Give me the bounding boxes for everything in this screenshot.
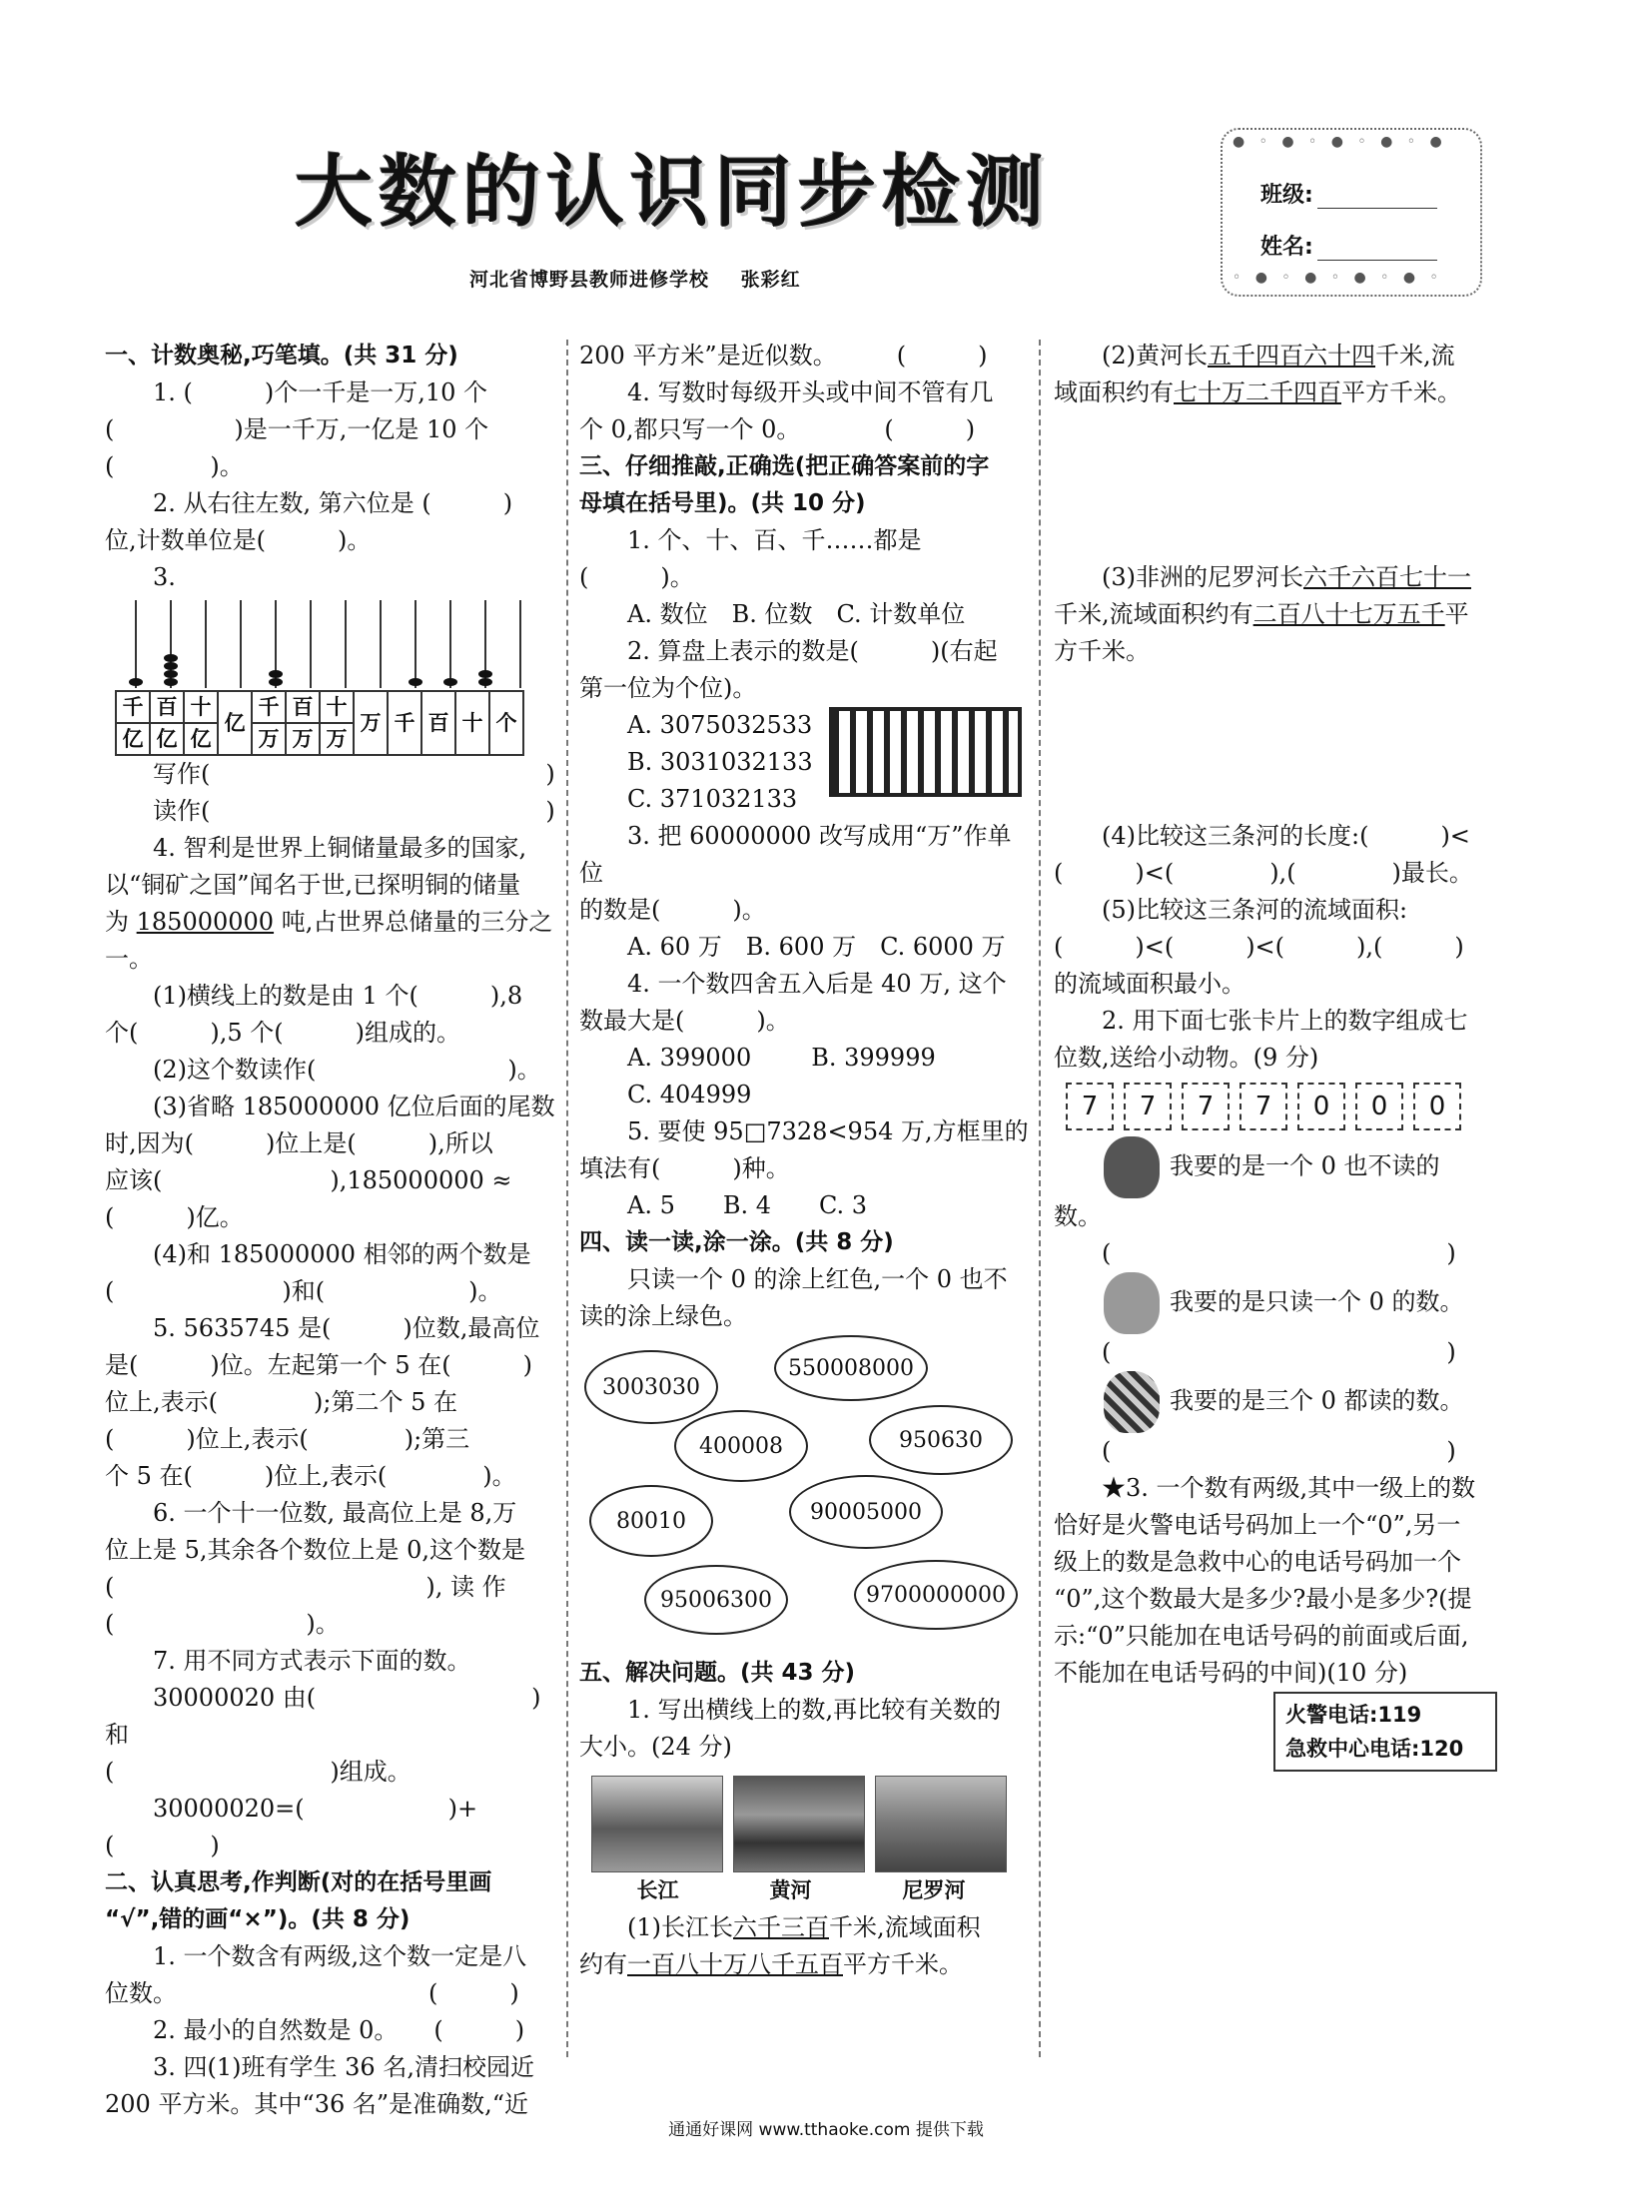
q4-3-line4: ( )亿。: [105, 1203, 244, 1231]
column-1: [105, 338, 556, 2123]
j2: 2. 最小的自然数是 0。 ( ): [153, 2016, 525, 2044]
q6-line2: 位上是 5,其余各个数位上是 0,这个数是: [105, 1536, 526, 1564]
river-captions: 长江 黄河 尼罗河: [636, 1878, 966, 1902]
student-info-box: [1221, 128, 1482, 297]
digit-cards: [1066, 1083, 1503, 1130]
s4-instruction-2: 读的涂上绿色。: [579, 1302, 747, 1330]
animal1-line2: 数。: [1054, 1202, 1102, 1230]
p1-5-line1: (5)比较这三条河的流域面积:: [1102, 896, 1408, 924]
c1-question: 1. 个、十、百、千……都是( )。: [579, 526, 922, 591]
p1-5-line2: ( )<( )<( ),( ): [1054, 933, 1464, 961]
section-2-title-line2: “√”,错的画“×”)。(共 8 分): [105, 1906, 411, 1932]
read-as[interactable]: 读作( ): [153, 797, 555, 825]
c5-line2: 填法有( )种。: [579, 1154, 790, 1182]
digit-card: 7: [1124, 1083, 1172, 1130]
q4-line3: 为 185000000 吨,占世界总储量的三分之: [105, 908, 553, 936]
section-3-title-line1: 三、仔细推敲,正确选(把正确答案前的字: [579, 453, 990, 479]
digit-card: 0: [1297, 1083, 1345, 1130]
q6-line1: 6. 一个十一位数, 最高位上是 8,万: [153, 1499, 517, 1527]
animal2-answer[interactable]: ( ): [1102, 1338, 1456, 1366]
p1-line2: 大小。(24 分): [579, 1733, 732, 1761]
class-field[interactable]: 班级:: [1260, 178, 1437, 209]
c2-option-a: A. 3075032533: [627, 711, 813, 739]
p1-line1: 1. 写出横线上的数,再比较有关数的: [627, 1696, 1002, 1724]
digit-card: 7: [1239, 1083, 1287, 1130]
decor-dots-top: ● ◦ ● ◦ ● ◦ ● ◦ ●: [1233, 134, 1447, 150]
animal1-line: 我要的是一个 0 也不读的: [1054, 1136, 1503, 1198]
name-field[interactable]: 姓名:: [1260, 230, 1437, 261]
p3-line4: “0”,这个数最大是多少?最小是多少?(提: [1054, 1585, 1472, 1613]
q4-3-line2: 时,因为( )位上是( ),所以: [105, 1129, 493, 1157]
suanpan-image: [829, 707, 1022, 797]
q4-3-line1: (3)省略 185000000 亿位后面的尾数: [153, 1093, 555, 1120]
q4-1-line2: 个( ),5 个( )组成的。: [105, 1019, 460, 1047]
q7-line1: 30000020 由( )和: [105, 1684, 541, 1749]
digit-card: 7: [1182, 1083, 1230, 1130]
animal2-line: 我要的是只读一个 0 的数。: [1054, 1272, 1503, 1334]
q5-line3: 位上,表示( );第二个 5 在: [105, 1388, 457, 1416]
c3-line1: 3. 把 60000000 改写成用“万”作单位: [579, 822, 1012, 887]
c3-line2: 的数是( )。: [579, 896, 766, 924]
column-divider-2: [1039, 340, 1041, 2057]
fire-number: 火警电话:119: [1285, 1703, 1422, 1727]
animal1-answer[interactable]: ( ): [1102, 1239, 1456, 1267]
p3-line2: 恰好是火警电话号码加上一个“0”,另一: [1054, 1511, 1461, 1539]
column-2: [579, 338, 1029, 1983]
p1-4-line2: ( )<( ),( )最长。: [1054, 859, 1473, 887]
number-ovals: [579, 1335, 1029, 1655]
q4-line1: 4. 智利是世界上铜储量最多的国家,: [153, 834, 527, 862]
j4-line2: 个 0,都只写一个 0。 ( ): [579, 415, 976, 443]
q4-4-line2: ( )和( )。: [105, 1277, 502, 1305]
section-3-title-line2: 母填在括号里)。(共 10 分): [579, 490, 866, 516]
phone-number-box: [1273, 1692, 1497, 1772]
p1-2-line1: (2)黄河长五千四百六十四千米,流: [1102, 342, 1455, 369]
q2-line1: 2. 从右往左数, 第六位是 ( ): [153, 489, 513, 517]
yangtze-photo: [591, 1776, 723, 1872]
decor-dots-bottom: ◦ ● ◦ ● ◦ ● ◦ ● ◦: [1233, 270, 1443, 286]
emergency-number: 急救中心电话:120: [1285, 1737, 1464, 1761]
p3-line6: 不能加在电话号码的中间)(10 分): [1054, 1659, 1408, 1687]
p1-3-line3: 方千米。: [1054, 637, 1150, 665]
c1-options: A. 数位 B. 位数 C. 计数单位: [627, 600, 966, 628]
p2-line2: 位数,送给小动物。(9 分): [1054, 1044, 1319, 1072]
c2-line2: 第一位为个位)。: [579, 674, 757, 702]
q1-line2: ( )是一千万,一亿是 10 个: [105, 415, 489, 443]
oval-number[interactable]: 9700000000: [854, 1560, 1018, 1630]
j1-line2: 位数。 ( ): [105, 1979, 519, 2007]
cat-icon: [1104, 1136, 1160, 1198]
q7-line2: ( )组成。: [105, 1758, 412, 1786]
oval-number[interactable]: 80010: [589, 1485, 713, 1557]
c5-line1: 5. 要使 95□7328<954 万,方框里的: [627, 1117, 1029, 1145]
j1-line1: 1. 一个数含有两级,这个数一定是八: [153, 1942, 527, 1970]
q3-label: 3.: [153, 563, 176, 591]
q4-4-line1: (4)和 185000000 相邻的两个数是: [153, 1240, 531, 1268]
q4-line4: 一。: [105, 945, 153, 973]
c4-option-c: C. 404999: [627, 1081, 752, 1108]
q5-line5: 个 5 在( )位上,表示( )。: [105, 1462, 516, 1490]
p2-line1: 2. 用下面七张卡片上的数字组成七: [1102, 1007, 1468, 1035]
yellow-river-photo: [733, 1776, 865, 1872]
animal3-line: 我要的是三个 0 都读的数。: [1054, 1371, 1503, 1433]
author-line: [469, 265, 801, 292]
tiger-icon: [1104, 1371, 1160, 1433]
c4-line2: 数最大是( )。: [579, 1007, 790, 1035]
write-as[interactable]: 写作( ): [153, 760, 555, 788]
counter-abacus: [115, 600, 524, 690]
p1-5-line3: 的流域面积最小。: [1054, 970, 1245, 998]
section-4-title: 四、读一读,涂一涂。(共 8 分): [579, 1229, 894, 1255]
oval-number[interactable]: 3003030: [584, 1350, 718, 1424]
place-value-table: 千 百 十 亿 千 百 十 万 千 百 十 个 亿 亿 亿 万 万 万: [115, 690, 524, 756]
author-name: 张彩红: [740, 269, 801, 291]
section-5-title: 五、解决问题。(共 43 分): [579, 1660, 856, 1686]
q5-line4: ( )位上,表示( );第三: [105, 1425, 470, 1453]
c2-options-block: [579, 707, 1029, 818]
footer-credit: 通通好课网 www.tthaoke.com 提供下载: [668, 2120, 984, 2140]
column-3: [1054, 338, 1503, 1772]
page-title: 大数的认识同步检测: [295, 148, 1051, 238]
c2-line1: 2. 算盘上表示的数是( )(右起: [627, 637, 998, 665]
q5-line1: 5. 5635745 是( )位数,最高位: [153, 1314, 540, 1342]
river-photos: [591, 1776, 1029, 1872]
p3-line3: 级上的数是急救中心的电话号码加一个: [1054, 1548, 1461, 1576]
c4-options-ab: A. 399000 B. 399999: [627, 1044, 936, 1072]
author-school: 河北省博野县教师进修学校: [469, 269, 710, 291]
j4-line1: 4. 写数时每级开头或中间不管有几: [627, 378, 994, 406]
q4-2: (2)这个数读作( )。: [153, 1056, 541, 1084]
section-2-title-line1: 二、认真思考,作判断(对的在括号里画: [105, 1869, 492, 1895]
q5-line2: 是( )位。左起第一个 5 在( ): [105, 1351, 532, 1379]
q4-line2: 以“铜矿之国”闻名于世,已探明铜的储量: [105, 871, 521, 899]
s4-instruction-1: 只读一个 0 的涂上红色,一个 0 也不: [627, 1265, 1008, 1293]
q2-line2: 位,计数单位是( )。: [105, 526, 372, 554]
j3-line3: 200 平方米”是近似数。 ( ): [579, 342, 988, 369]
p1-1-line2: 约有一百八十万八千五百平方千米。: [579, 1950, 963, 1978]
c2-option-c: C. 371032133: [627, 785, 798, 813]
oval-number[interactable]: 95006300: [644, 1565, 788, 1635]
oval-number[interactable]: 550008000: [774, 1335, 928, 1401]
digit-card: 0: [1413, 1083, 1461, 1130]
c4-line1: 4. 一个数四舍五入后是 40 万, 这个: [627, 970, 1007, 998]
p3-line1: ★3. 一个数有两级,其中一级上的数: [1102, 1474, 1476, 1502]
nile-photo: [875, 1776, 1007, 1872]
rabbit-icon: [1104, 1272, 1160, 1334]
p1-3-line2: 千米,流域面积约有二百八十七万五千平: [1054, 600, 1469, 628]
q4-3-line3: 应该( ),185000000 ≈: [105, 1166, 512, 1194]
q7-title: 7. 用不同方式表示下面的数。: [153, 1647, 471, 1675]
p1-3-line1: (3)非洲的尼罗河长六千六百七十一: [1102, 563, 1471, 591]
q1-line1: 1. ( )个一千是一万,10 个: [153, 378, 488, 406]
digit-card: 0: [1355, 1083, 1403, 1130]
section-1-title: 一、计数奥秘,巧笔填。(共 31 分): [105, 343, 458, 369]
q6-line4: ( )。: [105, 1610, 340, 1638]
q1-line3: ( )。: [105, 452, 244, 480]
q7-line3: 30000020=( )+( ): [105, 1795, 478, 1859]
p1-2-line2: 域面积约有七十万二千四百平方千米。: [1054, 378, 1461, 406]
p1-4-line1: (4)比较这三条河的长度:( )<: [1102, 822, 1470, 850]
p1-1-line1: (1)长江长六千三百千米,流域面积: [627, 1913, 981, 1941]
p3-line5: 示:“0”只能加在电话号码的前面或后面,: [1054, 1622, 1469, 1650]
q4-1-line1: (1)横线上的数是由 1 个( ),8: [153, 982, 523, 1010]
c5-options: A. 5 B. 4 C. 3: [627, 1191, 868, 1219]
c2-option-b: B. 3031032133: [627, 748, 813, 776]
animal3-answer[interactable]: ( ): [1102, 1437, 1456, 1465]
c3-options: A. 60 万 B. 600 万 C. 6000 万: [627, 933, 1006, 961]
oval-number[interactable]: 950630: [869, 1405, 1013, 1475]
j3-line2: 200 平方米。其中“36 名”是准确数,“近: [105, 2090, 529, 2118]
column-divider-1: [566, 340, 568, 2057]
oval-number[interactable]: 90005000: [789, 1475, 943, 1549]
q6-line3: ( ), 读 作: [105, 1573, 506, 1601]
oval-number[interactable]: 400008: [674, 1410, 808, 1482]
digit-card: 7: [1066, 1083, 1114, 1130]
j3-line1: 3. 四(1)班有学生 36 名,清扫校园近: [153, 2053, 534, 2081]
